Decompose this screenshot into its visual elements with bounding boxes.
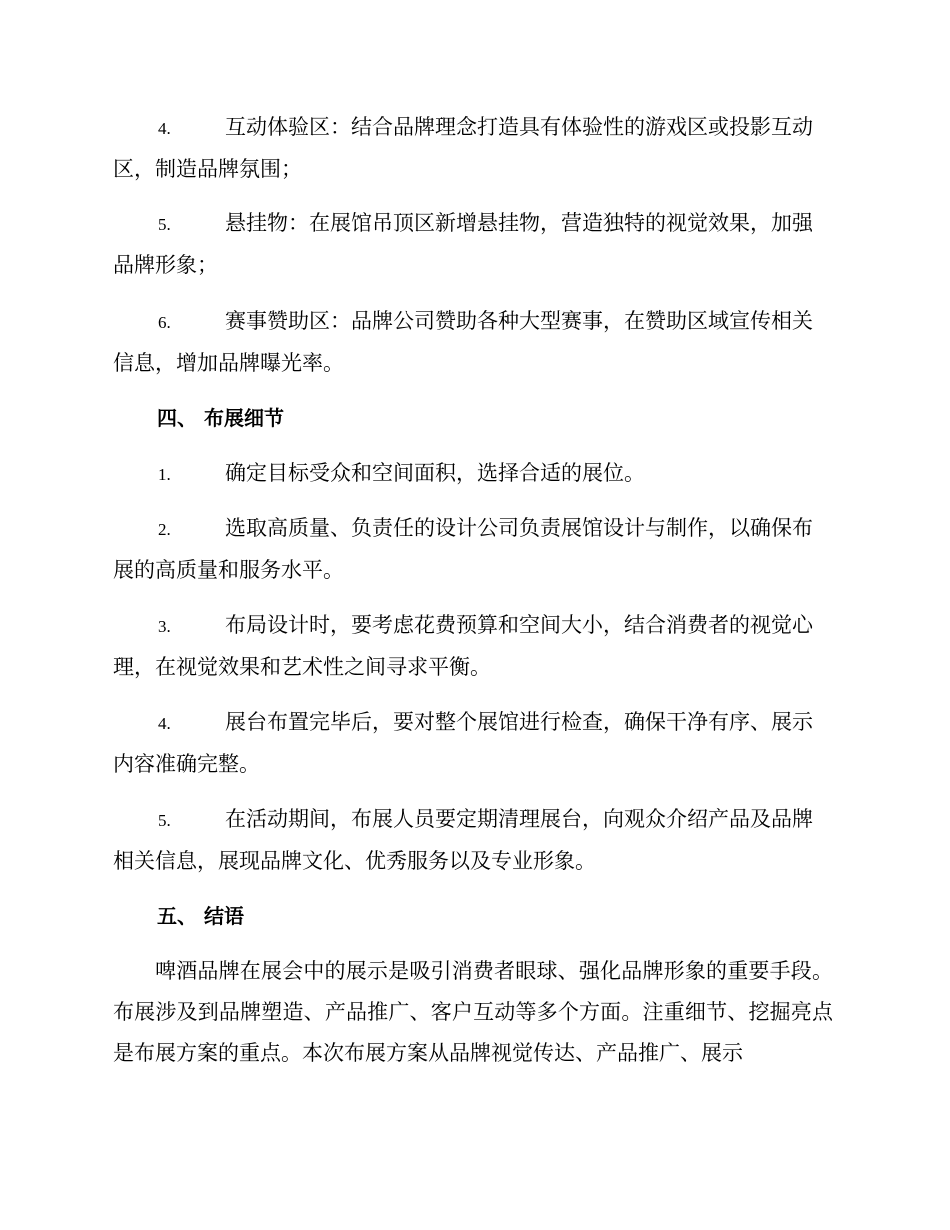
list-item-text: 布局设计时，要考虑花费预算和空间大小，结合消费者的视觉心理，在视觉效果和艺术性之间寻求平衡。 xyxy=(113,613,813,679)
list-item xyxy=(113,508,833,591)
section-heading: 四、 布展细节 xyxy=(157,406,284,430)
list-item-number: 1. xyxy=(158,465,171,484)
list-item xyxy=(113,453,833,495)
list-item-text: 展台布置完毕后，要对整个展馆进行检查，确保干净有序、展示内容准确完整。 xyxy=(113,710,813,776)
list-item xyxy=(113,702,833,785)
list-item-number: 3. xyxy=(158,617,171,636)
list-item-text: 悬挂物：在展馆吊顶区新增悬挂物，营造独特的视觉效果，加强品牌形象； xyxy=(113,211,813,277)
list-item-text: 互动体验区：结合品牌理念打造具有体验性的游戏区或投影互动区，制造品牌氛围； xyxy=(113,115,813,181)
list-item xyxy=(113,605,833,688)
section-heading: 五、 结语 xyxy=(157,904,244,928)
list-item-number: 4. xyxy=(158,714,171,733)
list-item-text: 选取高质量、负责任的设计公司负责展馆设计与制作，以确保布展的高质量和服务水平。 xyxy=(113,516,813,582)
list-item xyxy=(113,301,833,384)
list-item-number: 5. xyxy=(158,215,171,234)
body-paragraph: 啤酒品牌在展会中的展示是吸引消费者眼球、强化品牌形象的重要手段。布展涉及到品牌塑造、产品推广、客户互动等多个方面。注重细节、挖掘亮点是布展方案的重点。本次布展方案从品牌视觉传达、产品推广、展示 xyxy=(113,959,833,1065)
list-item-number: 2. xyxy=(158,520,171,539)
list-item xyxy=(113,107,833,190)
list-item xyxy=(113,203,833,286)
list-item-text: 在活动期间，布展人员要定期清理展台，向观众介绍产品及品牌相关信息，展现品牌文化、优秀服务以及专业形象。 xyxy=(113,807,813,873)
list-item-number: 5. xyxy=(158,811,171,830)
list-item-text: 赛事赞助区：品牌公司赞助各种大型赛事，在赞助区域宣传相关信息，增加品牌曝光率。 xyxy=(113,309,813,375)
list-item-number: 4. xyxy=(158,119,171,138)
list-item-number: 6. xyxy=(158,313,171,332)
list-item xyxy=(113,799,833,882)
list-item-text: 确定目标受众和空间面积，选择合适的展位。 xyxy=(225,461,645,485)
